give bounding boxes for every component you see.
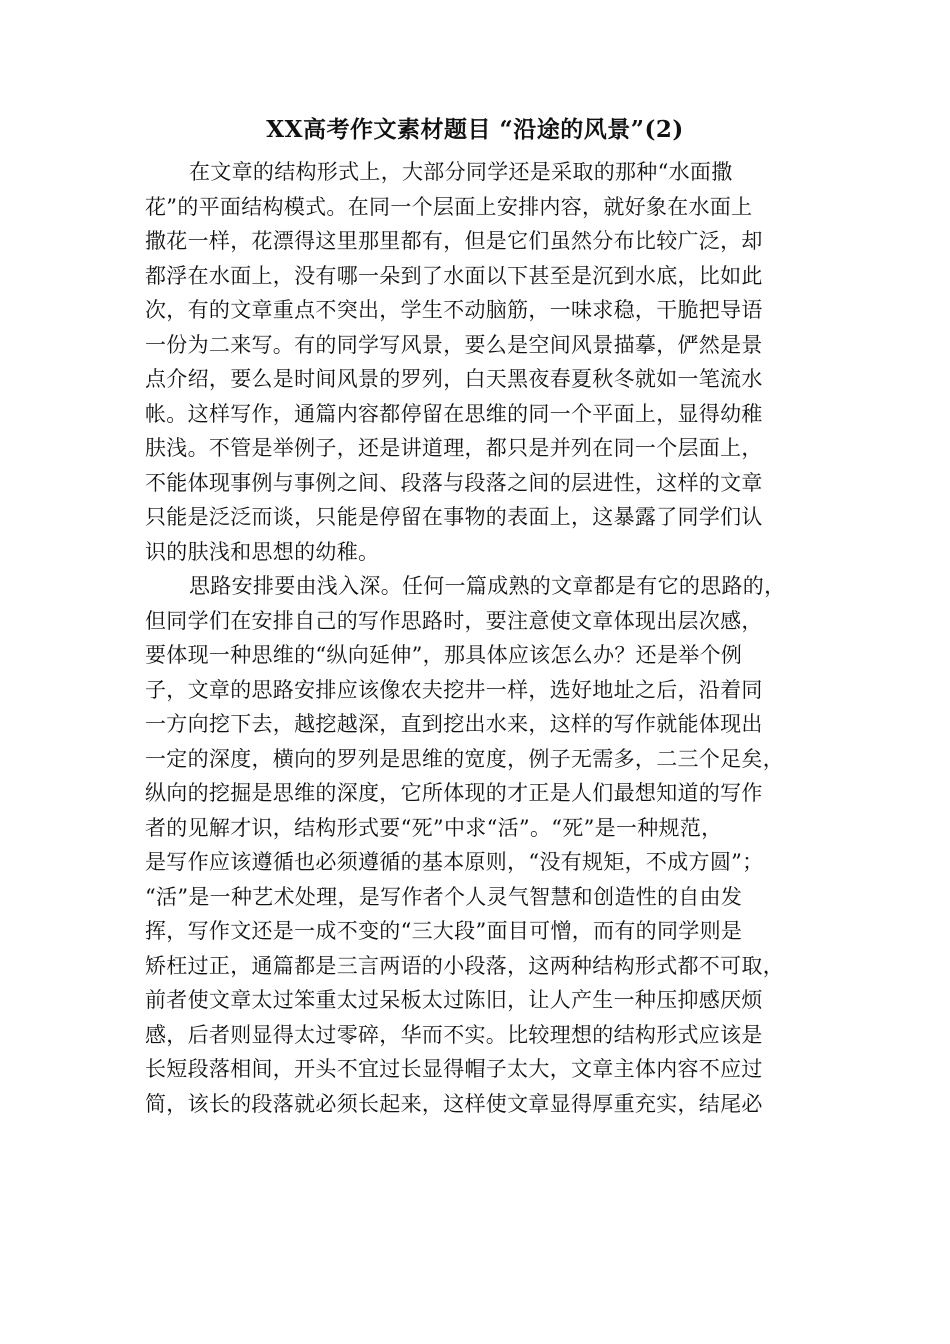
paragraph-line: 感，后者则显得太过零碎，华而不实。比较理想的结构形式应该是 [145,1022,763,1047]
paragraph-line: 肤浅。不管是举例子，还是讲道理，都只是并列在同一个层面上， [145,436,763,460]
paragraph-line: 挥，写作文还是一成不变的“三大段”面目可憎，而有的同学则是 [145,919,743,943]
paragraph-line: 思路安排要由浅入深。任何一篇成熟的文章都是有它的思路的， [189,574,786,598]
paragraph-line: 花”的平面结构模式。在同一个层面上安排内容，就好象在水面上 [145,194,753,219]
paragraph-line: 不能体现事例与事例之间、段落与段落之间的层进性，这样的文章 [145,470,763,495]
document-body [145,155,805,1121]
paragraph-line: 一方向挖下去，越挖越深，直到挖出水来，这样的写作就能体现出 [145,712,763,736]
paragraph-line: 前者使文章太过笨重太过呆板太过陈旧，让人产生一种压抑感厌烦 [145,988,763,1012]
paragraph-line: 识的肤浅和思想的幼稚。 [145,539,380,564]
paragraph-line: 撒花一样，花漂得这里那里都有，但是它们虽然分布比较广泛，却 [145,229,763,253]
paragraph-line: 简，该长的段落就必须长起来，这样使文章显得厚重充实，结尾必 [145,1091,763,1116]
paragraph-line: 者的见解才识，结构形式要“死”中求“活”。“死”是一种规范， [145,815,723,840]
paragraph-line: 都浮在水面上，没有哪一朵到了水面以下甚至是沉到水底，比如此 [145,263,763,288]
paragraph-line: 纵向的挖掘是思维的深度，它所体现的才正是人们最想知道的写作 [145,781,763,805]
paragraph-line: 要体现一种思维的“纵向延伸”，那具体应该怎么办？还是举个例 [145,643,743,667]
paragraph-thinking-depth [145,569,805,1121]
paragraph-line: 但同学们在安排自己的写作思路时，要注意使文章体现出层次感， [145,608,763,633]
document-title: XX高考作文素材题目 “沿途的风景”(2) [266,116,684,143]
paragraph-line: 只能是泛泛而谈，只能是停留在事物的表面上，这暴露了同学们认 [145,505,763,529]
paragraph-line: 点介绍，要么是时间风景的罗列，白天黑夜春夏秋冬就如一笔流水 [145,367,763,391]
paragraph-line: 一份为二来写。有的同学写风景，要么是空间风景描摹，俨然是景 [145,332,763,357]
paragraph-line: 次，有的文章重点不突出，学生不动脑筋，一味求稳，干脆把导语 [145,298,763,322]
paragraph-line: 是写作应该遵循也必须遵循的基本原则，“没有规矩，不成方圆”； [145,850,764,874]
paragraph-line: 一定的深度，横向的罗列是思维的宽度，例子无需多，二三个足矣， [145,746,784,771]
paragraph-line: 子，文章的思路安排应该像农夫挖井一样，选好地址之后，沿着同 [145,677,763,702]
paragraph-line: 长短段落相间，开头不宜过长显得帽子太大，文章主体内容不应过 [145,1057,763,1081]
paragraph-line: “活”是一种艺术处理，是写作者个人灵气智慧和创造性的自由发 [145,884,743,909]
paragraph-line: 矫枉过正，通篇都是三言两语的小段落，这两种结构形式都不可取， [145,953,784,978]
paragraph-structure-form [145,155,805,569]
paragraph-line: 帐。这样写作，通篇内容都停留在思维的同一个平面上，显得幼稚 [145,401,763,426]
paragraph-line: 在文章的结构形式上，大部分同学还是采取的那种“水面撒 [189,160,733,184]
